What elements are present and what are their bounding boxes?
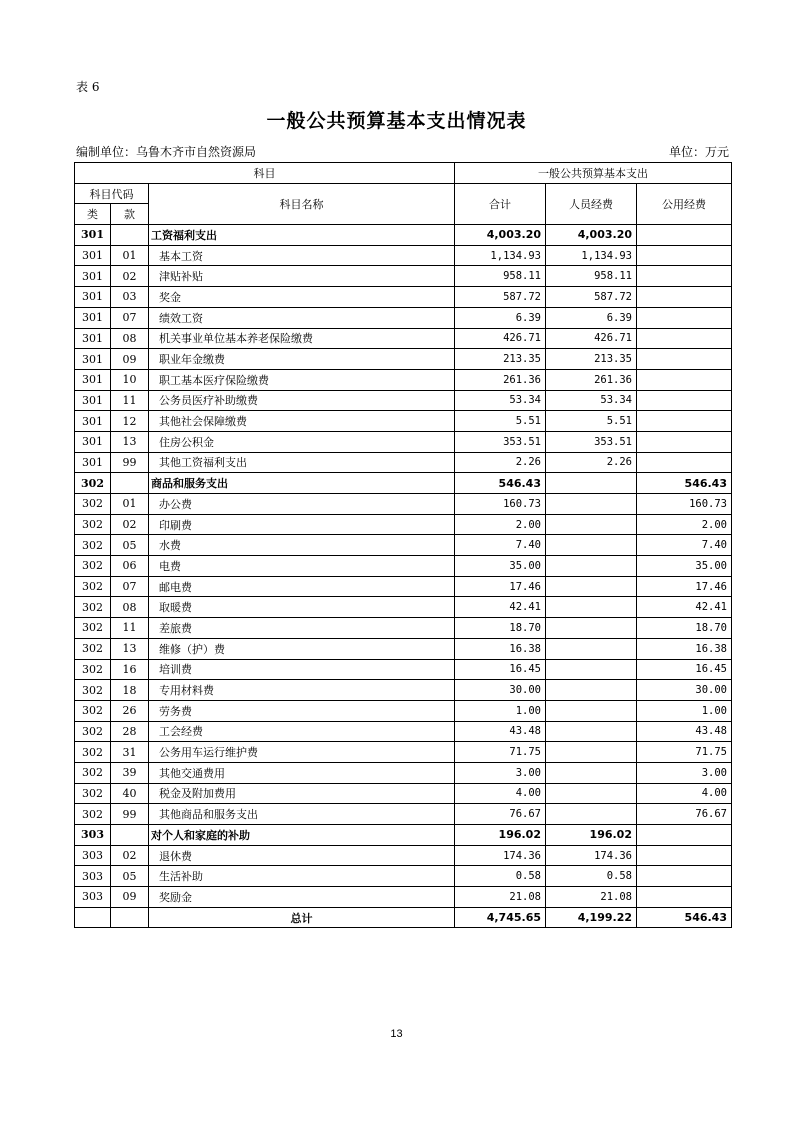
cell-personnel [546,700,637,721]
cell-public [637,887,732,908]
cell-total: 174.36 [455,845,546,866]
cell-public [637,328,732,349]
cell-total: 16.45 [455,659,546,680]
cell-class-code: 302 [75,576,111,597]
total-personnel: 4,199.22 [546,907,637,928]
cell-total: 1.00 [455,700,546,721]
currency-unit: 单位：万元 [668,145,729,159]
cell-subject-name: 取暖费 [149,597,455,618]
cell-total: 546.43 [455,473,546,494]
cell-public: 30.00 [637,680,732,701]
cell-personnel: 426.71 [546,328,637,349]
table-body [75,225,732,928]
cell-subject-name: 职工基本医疗保险缴费 [149,369,455,390]
cell-public [637,411,732,432]
cell-subject-name: 其他商品和服务支出 [149,804,455,825]
table-row [75,514,732,535]
cell-public [637,369,732,390]
cell-subject-name: 生活补助 [149,866,455,887]
cell-personnel [546,618,637,639]
cell-blank [111,907,149,928]
category-row [75,225,732,246]
cell-item-code: 03 [111,287,149,308]
cell-subject-name: 其他工资福利支出 [149,452,455,473]
cell-personnel: 5.51 [546,411,637,432]
cell-personnel [546,638,637,659]
table-row [75,307,732,328]
cell-personnel [546,804,637,825]
cell-public [637,266,732,287]
cell-total: 2.26 [455,452,546,473]
cell-item-code: 02 [111,845,149,866]
cell-personnel [546,680,637,701]
cell-personnel [546,473,637,494]
cell-class-code: 302 [75,721,111,742]
cell-subject-name: 电费 [149,556,455,577]
cell-total: 71.75 [455,742,546,763]
cell-subject-name: 水费 [149,535,455,556]
header-subject-code: 科目代码 [75,183,149,204]
cell-total: 21.08 [455,887,546,908]
cell-personnel [546,742,637,763]
cell-item-code: 01 [111,245,149,266]
cell-total: 213.35 [455,349,546,370]
cell-class-code: 302 [75,700,111,721]
cell-total: 43.48 [455,721,546,742]
cell-total: 76.67 [455,804,546,825]
table-row [75,576,732,597]
cell-subject-name: 绩效工资 [149,307,455,328]
cell-class-code: 302 [75,680,111,701]
cell-subject-name: 培训费 [149,659,455,680]
cell-public: 4.00 [637,783,732,804]
table-row [75,369,732,390]
cell-subject-name: 其他交通费用 [149,762,455,783]
cell-class-code: 302 [75,638,111,659]
cell-public: 16.38 [637,638,732,659]
cell-item-code: 11 [111,390,149,411]
cell-class-code: 302 [75,618,111,639]
cell-personnel: 587.72 [546,287,637,308]
cell-public [637,825,732,846]
cell-public: 35.00 [637,556,732,577]
cell-total: 426.71 [455,328,546,349]
cell-total: 17.46 [455,576,546,597]
cell-total: 196.02 [455,825,546,846]
cell-class-code: 301 [75,225,111,246]
cell-personnel: 2.26 [546,452,637,473]
cell-public [637,349,732,370]
table-row [75,618,732,639]
table-row [75,245,732,266]
table-row [75,266,732,287]
category-row [75,473,732,494]
cell-public: 3.00 [637,762,732,783]
cell-personnel: 6.39 [546,307,637,328]
cell-subject-name: 机关事业单位基本养老保险缴费 [149,328,455,349]
cell-total: 35.00 [455,556,546,577]
cell-subject-name: 办公费 [149,494,455,515]
cell-total: 18.70 [455,618,546,639]
cell-item-code: 40 [111,783,149,804]
cell-personnel [546,783,637,804]
cell-item-code: 39 [111,762,149,783]
table-row [75,452,732,473]
table-row [75,411,732,432]
cell-item-code: 09 [111,349,149,370]
cell-class-code: 301 [75,431,111,452]
table-row [75,638,732,659]
cell-total: 2.00 [455,514,546,535]
cell-class-code: 302 [75,762,111,783]
cell-class-code: 302 [75,494,111,515]
cell-item-code: 02 [111,266,149,287]
cell-subject-name: 专用材料费 [149,680,455,701]
table-row [75,535,732,556]
cell-class-code: 301 [75,328,111,349]
cell-personnel: 958.11 [546,266,637,287]
cell-class-code: 302 [75,535,111,556]
cell-item-code: 06 [111,556,149,577]
cell-subject-name: 公务用车运行维护费 [149,742,455,763]
cell-personnel: 21.08 [546,887,637,908]
total-total: 4,745.65 [455,907,546,928]
table-number: 表 6 [76,80,100,94]
cell-class-code: 303 [75,866,111,887]
cell-personnel [546,597,637,618]
budget-table [74,162,732,928]
cell-public: 16.45 [637,659,732,680]
cell-personnel [546,721,637,742]
header-kuan: 款 [111,204,149,225]
table-row [75,804,732,825]
cell-public: 71.75 [637,742,732,763]
cell-total: 353.51 [455,431,546,452]
cell-class-code: 302 [75,556,111,577]
cell-class-code: 302 [75,659,111,680]
cell-public [637,866,732,887]
cell-subject-name: 商品和服务支出 [149,473,455,494]
total-public: 546.43 [637,907,732,928]
cell-public: 43.48 [637,721,732,742]
cell-public: 2.00 [637,514,732,535]
cell-class-code: 301 [75,411,111,432]
cell-item-code: 12 [111,411,149,432]
cell-item-code: 18 [111,680,149,701]
cell-public [637,245,732,266]
cell-item-code: 09 [111,887,149,908]
cell-subject-name: 劳务费 [149,700,455,721]
cell-public [637,307,732,328]
cell-total: 1,134.93 [455,245,546,266]
cell-total: 4,003.20 [455,225,546,246]
cell-class-code: 301 [75,452,111,473]
cell-total: 587.72 [455,287,546,308]
table-row [75,494,732,515]
cell-public [637,845,732,866]
cell-subject-name: 奖金 [149,287,455,308]
cell-subject-name: 税金及附加费用 [149,783,455,804]
cell-class-code: 302 [75,804,111,825]
cell-personnel [546,514,637,535]
table-row [75,390,732,411]
cell-personnel: 353.51 [546,431,637,452]
cell-personnel [546,494,637,515]
cell-total: 53.34 [455,390,546,411]
cell-total: 958.11 [455,266,546,287]
cell-public: 1.00 [637,700,732,721]
cell-subject-name: 工资福利支出 [149,225,455,246]
cell-class-code: 302 [75,473,111,494]
header-basic-expenditure: 一般公共预算基本支出 [455,163,732,184]
cell-public: 7.40 [637,535,732,556]
table-row [75,328,732,349]
table-row [75,659,732,680]
cell-total: 6.39 [455,307,546,328]
cell-subject-name: 津贴补贴 [149,266,455,287]
cell-item-code: 13 [111,431,149,452]
cell-class-code: 301 [75,245,111,266]
cell-class-code: 301 [75,287,111,308]
cell-public [637,287,732,308]
cell-subject-name: 奖励金 [149,887,455,908]
page-number: 13 [390,1028,403,1040]
cell-total: 0.58 [455,866,546,887]
page-title: 一般公共预算基本支出情况表 [266,110,527,132]
cell-item-code: 31 [111,742,149,763]
cell-item-code: 07 [111,576,149,597]
cell-total: 5.51 [455,411,546,432]
cell-class-code: 301 [75,390,111,411]
cell-personnel: 213.35 [546,349,637,370]
cell-item-code: 10 [111,369,149,390]
cell-public: 42.41 [637,597,732,618]
cell-item-code: 11 [111,618,149,639]
table-row [75,680,732,701]
cell-personnel: 196.02 [546,825,637,846]
total-row [75,907,732,928]
cell-personnel: 261.36 [546,369,637,390]
table-row [75,721,732,742]
cell-subject-name: 邮电费 [149,576,455,597]
table-row [75,887,732,908]
cell-class-code: 303 [75,887,111,908]
cell-item-code: 05 [111,535,149,556]
cell-personnel [546,659,637,680]
cell-class-code: 303 [75,845,111,866]
total-label: 总计 [149,907,455,928]
cell-subject-name: 印刷费 [149,514,455,535]
cell-class-code: 301 [75,349,111,370]
cell-item-code: 08 [111,597,149,618]
cell-total: 42.41 [455,597,546,618]
cell-subject-name: 退休费 [149,845,455,866]
table-row [75,597,732,618]
cell-subject-name: 差旅费 [149,618,455,639]
cell-public [637,431,732,452]
table-row [75,783,732,804]
header-lei: 类 [75,204,111,225]
cell-total: 3.00 [455,762,546,783]
table-row [75,700,732,721]
cell-public: 18.70 [637,618,732,639]
cell-personnel [546,535,637,556]
cell-public [637,390,732,411]
header-public: 公用经费 [637,183,732,224]
cell-personnel: 0.58 [546,866,637,887]
cell-subject-name: 维修（护）费 [149,638,455,659]
table-row [75,866,732,887]
cell-subject-name: 基本工资 [149,245,455,266]
header-row-2 [75,183,732,204]
cell-total: 30.00 [455,680,546,701]
cell-item-code: 26 [111,700,149,721]
cell-personnel [546,762,637,783]
cell-personnel: 4,003.20 [546,225,637,246]
cell-item-code: 99 [111,804,149,825]
cell-item-code: 28 [111,721,149,742]
cell-class-code: 302 [75,783,111,804]
cell-total: 261.36 [455,369,546,390]
cell-subject-name: 公务员医疗补助缴费 [149,390,455,411]
cell-item-code [111,825,149,846]
header-row-1 [75,163,732,184]
cell-class-code: 302 [75,742,111,763]
cell-public: 76.67 [637,804,732,825]
cell-class-code: 302 [75,597,111,618]
table-row [75,742,732,763]
cell-total: 16.38 [455,638,546,659]
cell-total: 160.73 [455,494,546,515]
table-row [75,762,732,783]
table-row [75,287,732,308]
cell-item-code: 05 [111,866,149,887]
cell-subject-name: 对个人和家庭的补助 [149,825,455,846]
cell-item-code [111,473,149,494]
cell-subject-name: 其他社会保障缴费 [149,411,455,432]
header-subject: 科目 [75,163,455,184]
cell-public [637,225,732,246]
cell-item-code: 07 [111,307,149,328]
cell-class-code: 302 [75,514,111,535]
cell-class-code: 301 [75,307,111,328]
cell-total: 7.40 [455,535,546,556]
header-total: 合计 [455,183,546,224]
cell-item-code: 01 [111,494,149,515]
cell-subject-name: 工会经费 [149,721,455,742]
cell-public [637,452,732,473]
cell-item-code [111,225,149,246]
header-personnel: 人员经费 [546,183,637,224]
cell-personnel: 1,134.93 [546,245,637,266]
cell-item-code: 08 [111,328,149,349]
table-row [75,349,732,370]
cell-public: 546.43 [637,473,732,494]
table-row [75,431,732,452]
category-row [75,825,732,846]
header-subject-name: 科目名称 [149,183,455,224]
cell-public: 17.46 [637,576,732,597]
cell-class-code: 301 [75,266,111,287]
cell-personnel [546,556,637,577]
compiling-unit: 编制单位：乌鲁木齐市自然资源局 [76,145,257,159]
cell-blank [75,907,111,928]
cell-item-code: 13 [111,638,149,659]
cell-personnel: 53.34 [546,390,637,411]
cell-item-code: 16 [111,659,149,680]
cell-personnel [546,576,637,597]
cell-item-code: 99 [111,452,149,473]
cell-class-code: 303 [75,825,111,846]
cell-item-code: 02 [111,514,149,535]
cell-subject-name: 职业年金缴费 [149,349,455,370]
cell-personnel: 174.36 [546,845,637,866]
cell-subject-name: 住房公积金 [149,431,455,452]
cell-class-code: 301 [75,369,111,390]
cell-public: 160.73 [637,494,732,515]
cell-total: 4.00 [455,783,546,804]
table-row [75,845,732,866]
table-row [75,556,732,577]
